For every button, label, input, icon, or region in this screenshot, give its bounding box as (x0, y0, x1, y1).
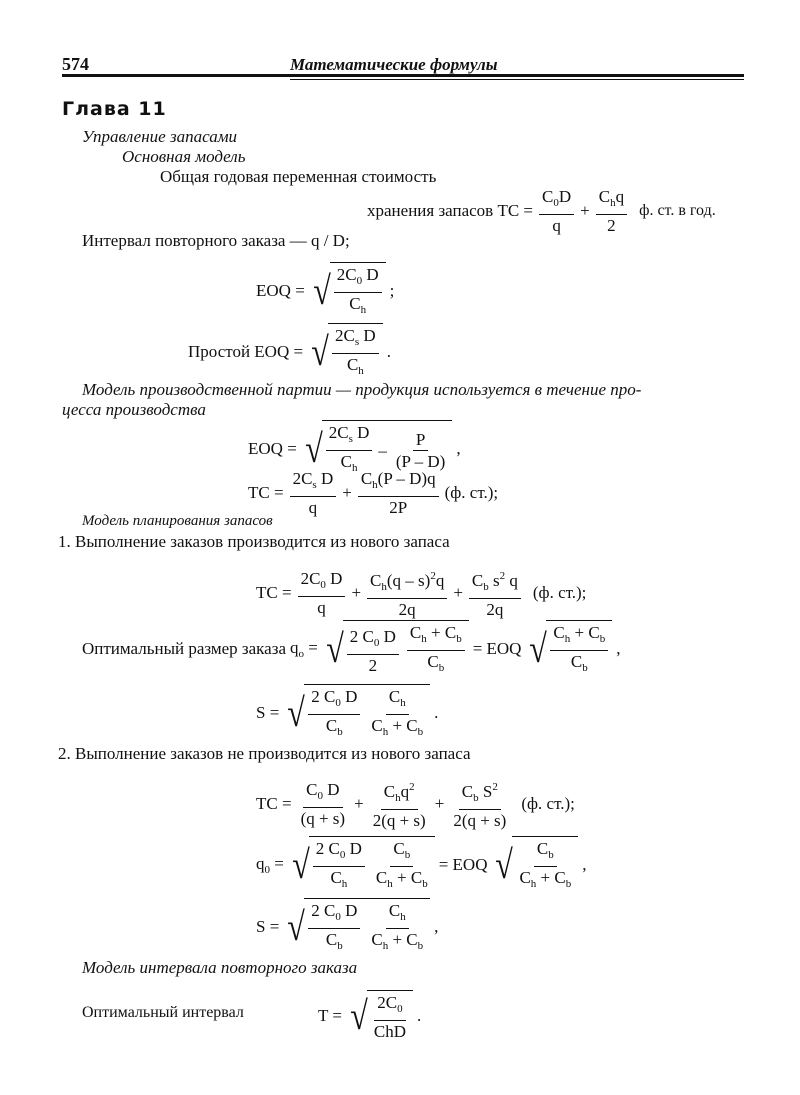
eoq-label: EOQ = (256, 281, 305, 300)
item1-tc-formula: TC = $\frac{2C_0 D}{q}$ + $\frac{C_h(q - s)^2q}{2q}$ + $\frac{C_b s^2 q}{2q}$ (ф. ст.); (256, 569, 587, 619)
production-tc-formula: TC = $\frac{2C_s D}{q}$ + $\frac{C_h(P - D)q}{2P}$ (ф. ст.); (248, 469, 499, 517)
item1-tc-unit: (ф. ст.); (532, 583, 587, 602)
section-basic-model: Основная модель (122, 147, 246, 166)
optimal-interval-label: Оптимальный интервал (82, 1004, 244, 1021)
optimal-order-label: Оптимальный размер заказа (82, 639, 286, 658)
item-2-text: 2. Выполнение заказов не производится из нового запаса (58, 744, 471, 763)
page-number: 574 (62, 54, 89, 74)
reorder-model-heading: Модель интервала повторного заказа (82, 958, 358, 977)
header-rule-thin (290, 79, 744, 80)
optimal-interval-formula: T = √ $\frac{2C_0}{\text{ChD}}$ . (318, 990, 421, 1041)
item2-tc-formula: TC = $\frac{C_0 D}{(q + s)}$ + $\frac{C_hq^2}{2(q + s)}$ + $\frac{C_b S^2}{2(q + s)}$ (ф. ст.); (256, 780, 575, 830)
production-tc-unit: (ф. ст.); (444, 483, 499, 502)
item1-s-formula: S = √ $\frac{2 C_0 D}{C_b}$ $\frac{C_h}{C_h + C_b}$ . (256, 684, 438, 742)
reorder-interval-text: Интервал повторного заказа — q / D; (82, 231, 350, 250)
planning-model-heading: Модель планирования запасов (82, 513, 273, 529)
production-eoq-formula: EOQ = √ $\frac{2C_s D}{C_h}$ – $\frac{P}{(P - D)}$ , (248, 420, 461, 478)
production-model-line2: цесса производства (62, 400, 206, 419)
item-1-text: 1. Выполнение заказов производится из нового запаса (58, 532, 450, 551)
section-inventory: Управление запасами (82, 127, 238, 146)
tc-basic-unit: ф. ст. в год. (639, 202, 716, 219)
item2-q0-formula: $q_0$ = √ $\frac{2 C_0 D}{C_h}$ $\frac{C_b}{C_h + C_b}$ = EOQ √ $\frac{C_b}{C_h + C_b}$ , (256, 836, 586, 894)
running-title: Математические формулы (290, 55, 498, 74)
annual-cost-text: Общая годовая переменная стоимость (160, 167, 437, 186)
simple-eoq-label: Простой EOQ = (188, 342, 304, 361)
chapter-heading: Глава 11 (62, 98, 167, 120)
tc-basic-label: хранения запасов TC = (367, 201, 534, 220)
item2-s-formula: S = √ $\frac{2 C_0 D}{C_b}$ $\frac{C_h}{C_h + C_b}$ , (256, 898, 438, 956)
production-model-line1: Модель производственной партии — продукция используется в течение про- (82, 380, 642, 399)
simple-eoq-formula: Простой EOQ = √ $\frac{2C_s D}{C_h}$ . (188, 323, 391, 381)
eoq-formula: EOQ = √ $\frac{2C_0 D}{C_h}$ ; (256, 262, 394, 320)
optimal-order-formula: Оптимальный размер заказа $q_o$ = √ $\frac{2 C_0 D}{2}$ $\frac{C_h + C_b}{C_b}$ = EOQ √ $\frac{C_h + C_b}{C_b}$ , (82, 620, 620, 678)
header-rule-thick (62, 74, 744, 77)
tc-basic-formula: хранения запасов TC = $\frac{C_0D}{q}$ + $\frac{C_hq}{2}$ ф. ст. в год. (367, 187, 716, 235)
